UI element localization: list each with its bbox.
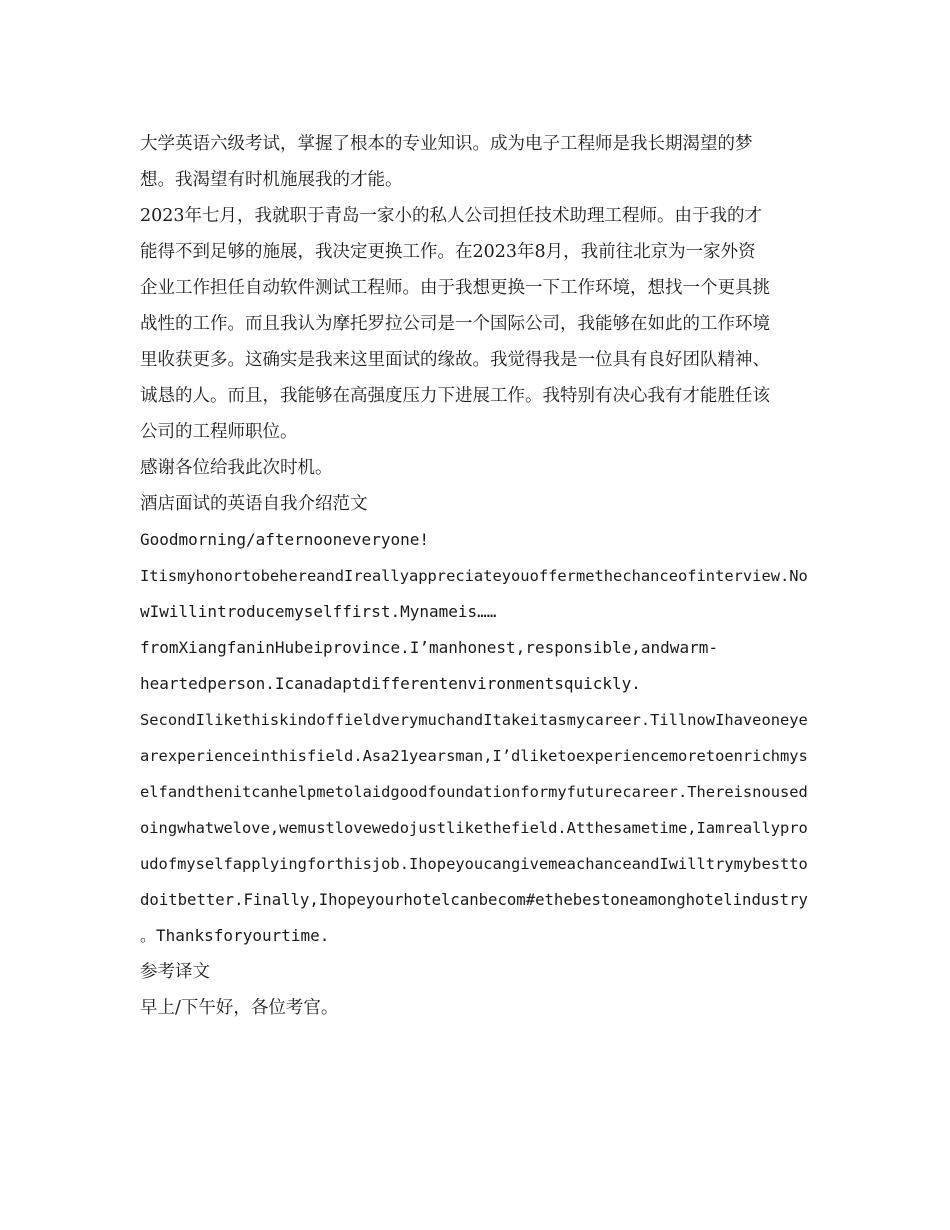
paragraph-line: 2023年七月，我就职于青岛一家小的私人公司担任技术助理工程师。由于我的才 — [140, 206, 763, 226]
paragraph-line: 里收获更多。这确实是我来这里面试的缘故。我觉得我是一位具有良好团队精神、 — [140, 350, 770, 370]
paragraph-line: Goodmorning/afternooneveryone! — [140, 530, 429, 549]
document-body — [140, 126, 812, 1026]
paragraph-line: 想。我渴望有时机施展我的才能。 — [140, 170, 403, 190]
paragraph-line: 企业工作担任自动软件测试工程师。由于我想更换一下工作环境，想找一个更具挑 — [140, 278, 770, 298]
paragraph-line: 感谢各位给我此次时机。 — [140, 458, 333, 478]
paragraph-line: 大学英语六级考试，掌握了根本的专业知识。成为电子工程师是我长期渴望的梦 — [140, 134, 753, 154]
paragraph-line: 诚恳的人。而且，我能够在高强度压力下进展工作。我特别有决心我有才能胜任该 — [140, 386, 770, 406]
paragraph-line: 。Thanksforyourtime. — [140, 926, 330, 945]
paragraph-line: ItismyhonortobehereandIreallyappreciateyouoffermethechanceofinterview.No — [140, 567, 808, 585]
paragraph-line: elfandthenitcanhelpmetolaidgoodfoundationformyfuturecareer.Thereisnoused — [140, 783, 808, 801]
paragraph-line: doitbetter.Finally,Ihopeyourhotelcanbecom#ethebestoneamonghotelindustry — [140, 890, 808, 909]
paragraph-line: fromXiangfaninHubeiprovince.I’manhonest,responsible,andwarm- — [140, 638, 718, 657]
paragraph-line: udofmyselfapplyingforthisjob.IhopeyoucangivemeachanceandIwilltrymybestto — [140, 855, 808, 873]
paragraph-line: 战性的工作。而且我认为摩托罗拉公司是一个国际公司，我能够在如此的工作环境 — [140, 314, 770, 334]
paragraph-line: 能得不到足够的施展，我决定更换工作。在2023年8月，我前往北京为一家外资 — [140, 242, 756, 262]
paragraph-line: 公司的工程师职位。 — [140, 422, 298, 442]
paragraph-line: SecondIlikethiskindoffieldverymuchandItakeitasmycareer.TillnowIhaveoneye — [140, 711, 808, 729]
paragraph-line: 早上/下午好，各位考官。 — [140, 998, 339, 1018]
paragraph-line: heartedperson.Icanadaptdifferentenvironmentsquickly. — [140, 674, 641, 693]
paragraph-line: oingwhatwelove,wemustlovewedojustlikethefield.Atthesametime,Iamreallypro — [140, 819, 808, 837]
paragraph-line: arexperienceinthisfield.Asa21yearsman,I’dliketoexperiencemoretoenrichmys — [140, 747, 808, 765]
section-heading: 参考译文 — [140, 962, 210, 982]
paragraph-line: wIwillintroducemyselffirst.Mynameis…… — [140, 602, 497, 621]
section-heading: 酒店面试的英语自我介绍范文 — [140, 494, 368, 514]
